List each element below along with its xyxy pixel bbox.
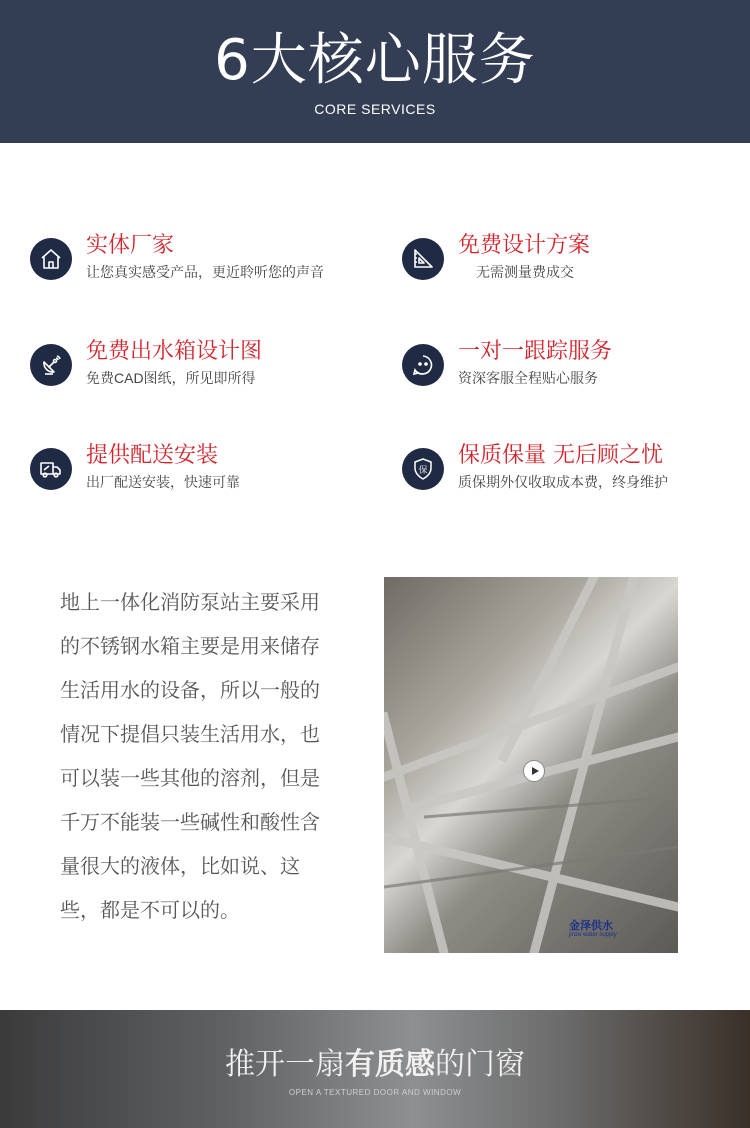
description-line: 千万不能装一些碱性和酸性含 (60, 810, 320, 834)
service-desc: 无需测量费成交 (476, 264, 574, 280)
description-line: 地上一体化消防泵站主要采用 (60, 590, 320, 614)
set-square-icon (402, 238, 444, 280)
service-title: 一对一跟踪服务 (458, 339, 613, 364)
service-item-guarantee (402, 442, 742, 502)
service-title: 实体厂家 (86, 233, 175, 258)
service-title: 免费出水箱设计图 (86, 339, 263, 364)
description-line: 情况下提倡只装生活用水，也 (60, 722, 320, 746)
product-description (60, 580, 350, 932)
play-icon[interactable] (523, 760, 545, 782)
svg-text:保: 保 (418, 466, 428, 476)
service-desc: 出厂配送安装，快速可靠 (86, 474, 240, 490)
service-title: 提供配送安装 (86, 443, 219, 468)
description-line: 些，都是不可以的。 (60, 898, 240, 922)
core-services-header (0, 0, 750, 143)
description-line: 的不锈钢水箱主要是用来储存 (60, 634, 320, 658)
page-subtitle: CORE SERVICES (314, 101, 436, 117)
service-item-one-to-one (402, 338, 742, 398)
description-line: 生活用水的设备，所以一般的 (60, 678, 320, 702)
service-item-free-drawing (30, 338, 370, 398)
banner-subtitle: OPEN A TEXTURED DOOR AND WINDOW (288, 1088, 462, 1097)
shield-guarantee-icon (402, 448, 444, 490)
service-title: 免费设计方案 (458, 233, 591, 258)
house-icon (30, 238, 72, 280)
service-title: 保质保量 无后顾之忧 (458, 443, 663, 468)
door-window-banner (0, 1010, 750, 1128)
description-line: 可以装一些其他的溶剂，但是 (60, 766, 320, 790)
service-desc: 让您真实感受产品，更近聆听您的声音 (86, 264, 324, 280)
satellite-icon (30, 344, 72, 386)
smile-chat-icon (402, 344, 444, 386)
service-desc: 资深客服全程贴心服务 (458, 370, 598, 386)
tank-interior-video[interactable] (384, 577, 678, 953)
page-title: 6大核心服务 (214, 28, 536, 93)
service-desc: 质保期外仅收取成本费，终身维护 (458, 474, 668, 490)
service-item-delivery (30, 442, 370, 502)
service-item-factory (30, 232, 370, 292)
delivery-truck-icon (30, 448, 72, 490)
service-desc: 免费CAD图纸，所见即所得 (86, 370, 256, 386)
description-line: 量很大的液体，比如说、这 (60, 854, 300, 878)
watermark-logo: 金泽供水 jinze water supply (569, 920, 617, 938)
banner-title: 推开一扇有质感的门窗 (225, 1047, 525, 1082)
service-item-free-design (402, 232, 742, 292)
